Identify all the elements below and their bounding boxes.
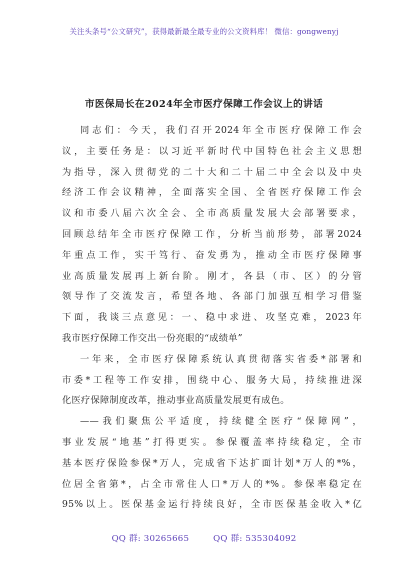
footer-qq-group-2: QQ 群: 535304092: [213, 534, 297, 544]
body-line: 位居全省第*，占全市常住人口*万人的*%。参保率稳定在: [62, 478, 362, 490]
body-line: 下面，我谈三点意见：一、稳中求进、攻坚克难，2023年: [62, 312, 362, 324]
body-line: 一年来，全市医疗保障系统认真贯彻落实省委*部署和: [80, 353, 362, 365]
body-line: 事业发展“地基”打得更实。参保覆盖率持续稳定，全市: [62, 436, 362, 448]
document-body: [62, 121, 362, 516]
body-line: 我市医疗保障工作交出一份亮眼的“成绩单”: [62, 332, 243, 344]
body-line: 95%以上。医保基金运行持续良好，全市医保基金收入*亿: [62, 499, 362, 511]
body-line: 领导作了交流发言，希望各地、各部门加强互相学习借鉴: [62, 291, 362, 303]
body-line: 为指导，深入贯彻党的二十大和二十届二中全会以及中央: [62, 166, 362, 178]
footer-qq-group-1: QQ 群: 30265665: [111, 534, 190, 544]
body-line: 年重点工作，实干笃行、奋发勇为，推动全市医疗保障事: [62, 249, 362, 261]
body-line: 业高质量发展再上新台阶。刚才，各县（市、区）的分管: [62, 270, 362, 282]
body-line: 经济工作会议精神，全面落实全国、全省医疗保障工作会: [62, 187, 362, 199]
body-line: 回顾总结年全市医疗保障工作，分析当前形势，部署2024: [62, 228, 362, 240]
document-title: 市医保局长在2024年全市医疗保障工作会议上的讲话: [84, 99, 324, 110]
body-line: 同志们：今天，我们召开2024年全市医疗保障工作会: [80, 125, 362, 136]
body-line: 基本医疗保险参保*万人，完成省下达扩面计划*万人的*%，: [62, 457, 362, 469]
body-line: 市委*工程等工作安排，围绕中心、服务大局，持续推进深: [62, 374, 362, 386]
body-line: 议，主要任务是：以习近平新时代中国特色社会主义思想: [62, 145, 362, 157]
footer-qq-groups: [0, 532, 408, 544]
body-line: ——我们聚焦公平适度，持续健全医疗“保障网”，: [80, 416, 362, 428]
body-line: 议和市委八届六次全会、全市高质量发展大会部署要求，: [62, 208, 362, 220]
header-promo-note: 关注头条号“公文研究”，获得最新最全最专业的公文资料库！ 微信：gongwenyj: [69, 27, 339, 36]
body-line: 化医疗保障制度改革，推动事业高质量发展更有成色。: [62, 395, 290, 407]
